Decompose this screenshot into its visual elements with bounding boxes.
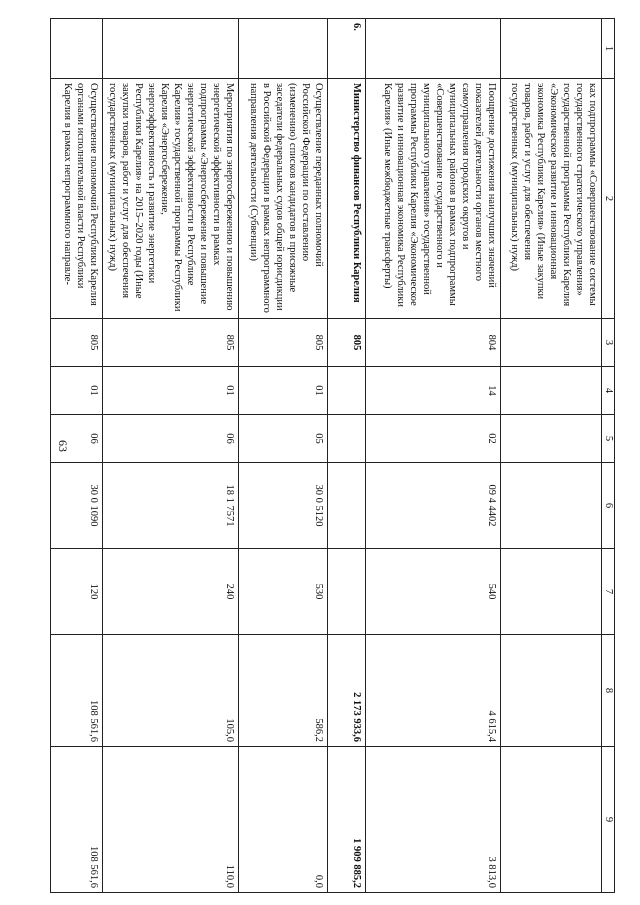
amount-year-1: 586,2 [239, 635, 327, 747]
expense-type-code [327, 549, 365, 635]
ministry-code [501, 319, 602, 367]
ministry-code: 804 [365, 319, 501, 367]
expense-type-code: 540 [365, 549, 501, 635]
target-article-code: 30 0 1090 [51, 463, 103, 549]
amount-year-2: 108 561,6 [51, 747, 103, 893]
section-code [501, 367, 602, 415]
subsection-code [327, 415, 365, 463]
section-code [327, 367, 365, 415]
amount-year-1: 4 615,4 [365, 635, 501, 747]
amount-year-1 [501, 635, 602, 747]
subsection-code: 06 [103, 415, 239, 463]
col-header-9: 9 [602, 747, 615, 893]
row-description: ках подпрограммы «Совершенствование системы государственного стратегического управления» государственной программы Республики Карелия «Экономическое развитие и инновационная экономика Республики Карелия» (Иные закупки товаров, работ и услуг для обеспечения государственных (муниципальных) нужд) [501, 79, 602, 319]
row-number: 6. [327, 19, 365, 79]
subsection-code [501, 415, 602, 463]
amount-year-1: 108 561,6 [51, 635, 103, 747]
amount-year-1: 2 173 933,6 [327, 635, 365, 747]
ministry-code: 805 [103, 319, 239, 367]
page-number: 63 [56, 440, 70, 452]
amount-year-2: 1 909 885,2 [327, 747, 365, 893]
table-row [365, 19, 501, 893]
col-header-3: 3 [602, 319, 615, 367]
expense-type-code [501, 549, 602, 635]
section-code: 14 [365, 367, 501, 415]
ministry-code: 805 [327, 319, 365, 367]
col-header-8: 8 [602, 635, 615, 747]
row-description: Осуществление переданных полномочий Российской Федерации по составлению (изменению) списков кандидатов в присяжные заседатели федеральных судов общей юрисдикции в Российской Федерации в рамках непрограммного направления деятельности (Субвенции) [239, 79, 327, 319]
row-number [51, 19, 103, 79]
section-code: 01 [51, 367, 103, 415]
expense-type-code: 120 [51, 549, 103, 635]
row-description: Осуществление полномочий Республики Карелия органами исполнительной власти Республики Карелия в рамках непрограммного направле- [51, 79, 103, 319]
row-number [365, 19, 501, 79]
header-row [602, 19, 615, 893]
subsection-code: 05 [239, 415, 327, 463]
section-code: 01 [103, 367, 239, 415]
ministry-code: 805 [51, 319, 103, 367]
col-header-4: 4 [602, 367, 615, 415]
budget-table-sheet [50, 18, 615, 892]
col-header-5: 5 [602, 415, 615, 463]
table-row [103, 19, 239, 893]
ministry-code: 805 [239, 319, 327, 367]
target-article-code: 30 0 5120 [239, 463, 327, 549]
amount-year-2 [501, 747, 602, 893]
col-header-7: 7 [602, 549, 615, 635]
amount-year-2: 110,0 [103, 747, 239, 893]
section-code: 01 [239, 367, 327, 415]
row-number [103, 19, 239, 79]
col-header-2: 2 [602, 79, 615, 319]
col-header-6: 6 [602, 463, 615, 549]
table-row [51, 19, 103, 893]
budget-table [50, 18, 615, 893]
expense-type-code: 530 [239, 549, 327, 635]
target-article-code [501, 463, 602, 549]
expense-type-code: 240 [103, 549, 239, 635]
target-article-code [327, 463, 365, 549]
table-row [327, 19, 365, 893]
target-article-code: 18 1 7571 [103, 463, 239, 549]
row-description: Министерство финансов Республики Карелия [327, 79, 365, 319]
amount-year-2: 3 813,0 [365, 747, 501, 893]
subsection-code: 06 [51, 415, 103, 463]
target-article-code: 09 4 4402 [365, 463, 501, 549]
row-number [501, 19, 602, 79]
row-number [239, 19, 327, 79]
amount-year-2: 0,0 [239, 747, 327, 893]
row-description: Мероприятия по энергосбережению и повышению энергетической эффективности в рамках подпрограммы «Энергосбережение и повышение энергетической эффективности в Республике Карелия» государственной программы Республики Карелия «Энергосбережение, энергоэффективность и развитие энергетики Республики Карелия» на 2015–2020 годы (Иные закупки товаров, работ и услуг для обеспечения государственных (муниципальных) нужд) [103, 79, 239, 319]
table-row [501, 19, 602, 893]
subsection-code: 02 [365, 415, 501, 463]
row-description: Поощрение достижения наилучших значений показателей деятельности органов местного самоуправления городских округов и муниципальных районов в рамках подпрограммы «Совершенствование государственного и муниципального управления» государственной программы Республики Карелия «Экономическое развитие и инновационная экономика Республики Карелия» (Иные межбюджетные трансферты) [365, 79, 501, 319]
table-row [239, 19, 327, 893]
col-header-1: 1 [602, 19, 615, 79]
amount-year-1: 105,0 [103, 635, 239, 747]
